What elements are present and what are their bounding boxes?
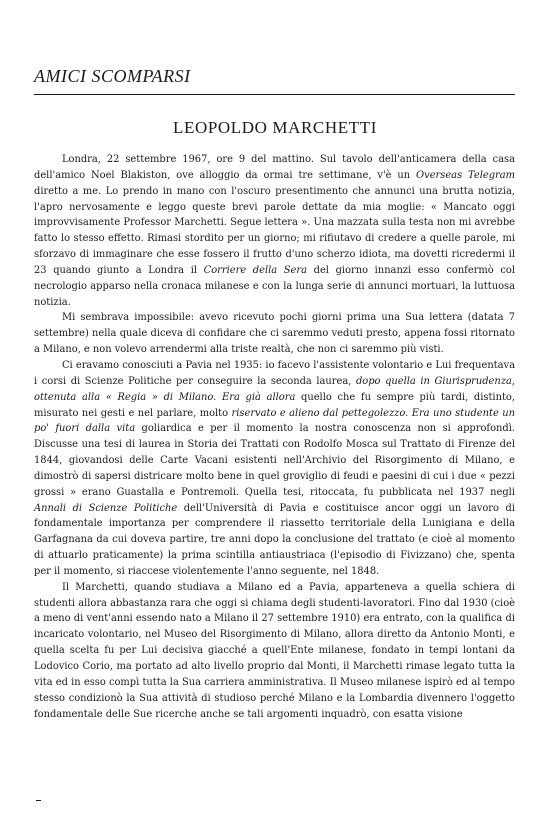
- italic-run: dopo quella in Giurisprudenza, ottenuta alla « Regia » di Milano. Era già allora: [34, 375, 515, 403]
- text-run: Ci eravamo conosciuti a Pavia nel 1935: io facevo l'assistente volontario e Lui frequentava i corsi di Scienze Politiche per conseguire la seconda laurea,: [34, 359, 515, 387]
- paragraph: [34, 580, 515, 723]
- text-run: Il Marchetti, quando studiava a Milano ed a Pavia, apparteneva a quella schiera di studenti allora abbastanza rara che oggi si chiama degli studenti-lavoratori. Fino dal 1930 (cioè a meno di vent'anni essendo nato a Milano il 27 settembre 1910) era entrato, con la qualifica di incaricato volontario, nel Museo del Risorgimento di Milano, allora diretto da Antonio Monti, e quella scelta fu per Lui decisiva giacché a quell'Ente milanese, fondato in tempi lontani da Lodovico Corio, ma portato ad alto livello proprio dal Monti, il Marchetti rimase legato tutta la vita ed in esso compì tutta la Sua carriera amministrativa. Il Museo milanese ispirò ed al tempo stesso condizionò la Sua attività di studioso perché Milano e la Lombardia divennero l'oggetto fondamentale delle Sue ricerche anche se tali argomenti inquadrò, con esatta visione: [34, 581, 515, 720]
- italic-run: Overseas Telegram: [416, 169, 515, 181]
- paragraph: [34, 358, 515, 580]
- text-run: del giorno innanzi esso confermò col necrologio apparso nella cronaca milanese e con la lunga serie di annunci mortuari, la luttuosa notizia.: [34, 264, 515, 308]
- section-divider: [34, 94, 515, 95]
- italic-run: riservato e alieno dal pettegolezzo. Era uno studente un po' fuori dalla vita: [34, 407, 515, 435]
- text-run: diretto a me. Lo prendo in mano con l'oscuro presentimento che annunci una brutta notizia, l'apro nervosamente e leggo queste brevi parole dettate da mia moglie: « Mancato oggi improvvisamente Professor Marchetti. Segue lettera ». Una mazzata sulla testa non mi avrebbe fatto lo stesso effetto. Rimasi stordito per un giorno; mi rifiutavo di credere a quelle parole, mi sforzavo di immaginare che esse fossero il frutto d'uno scherzo idiota, ma dovetti ricredermi il 23 quando giunto a Londra il: [34, 185, 515, 276]
- text-run: goliardica e per il momento la nostra conoscenza non si approfondì. Discusse una tesi di laurea in Storia dei Trattati con Rodolfo Mosca sul Trattato di Firenze del 1844, giovandosi delle Carte Vacani esistenti nell'Archivio del Risorgimento di Milano, e dimostrò di sapersi districare molto bene in quel groviglio di feudi e paesini di cui i due « pezzi grossi » erano Guastalla e Pontremoli. Quella tesi, ritoccata, fu pubblicata nel 1937 negli: [34, 423, 515, 498]
- text-run: quello che fu sempre più tardi, distinto, misurato nei gesti e nel parlare, molto: [34, 391, 515, 419]
- text-run: Londra, 22 settembre 1967, ore 9 del mattino. Sul tavolo dell'anticamera della casa dell'amico Noel Blakiston, ove alloggio da ormai tre settimane, v'è un: [34, 154, 515, 181]
- paragraph: [34, 310, 515, 358]
- article-title: LEOPOLDO MARCHETTI: [173, 118, 377, 137]
- page-mark: [36, 800, 41, 801]
- text-run: dell'Università di Pavia e costituisce ancor oggi un lavoro di fondamentale importanza per comprendere il riassetto territoriale della Lunigiana e della Garfagnana da cui doveva partire, tre anni dopo la conclusione del trattato (e cioè al momento di attuarlo praticamente) la prima scintilla antiaustriaca (l'episodio di Fivizzano) che, spenta per il momento, si riaccese violentemente l'anno seguente, nel 1848.: [34, 502, 515, 577]
- article-body: [34, 152, 515, 722]
- italic-run: Annali di Scienze Politiche: [34, 502, 178, 514]
- italic-run: Corriere della Sera: [203, 264, 308, 276]
- section-title: AMICI SCOMPARSI: [34, 66, 191, 86]
- text-run: Mi sembrava impossibile: avevo ricevuto pochi giorni prima una Sua lettera (datata 7 settembre) nella quale diceva di confidare che ci saremmo veduti presto, appena fossi ritornato a Milano, e non volevo arrendermi alla triste realtà, che non ci saremmo più visti.: [34, 312, 515, 356]
- paragraph: [34, 152, 515, 310]
